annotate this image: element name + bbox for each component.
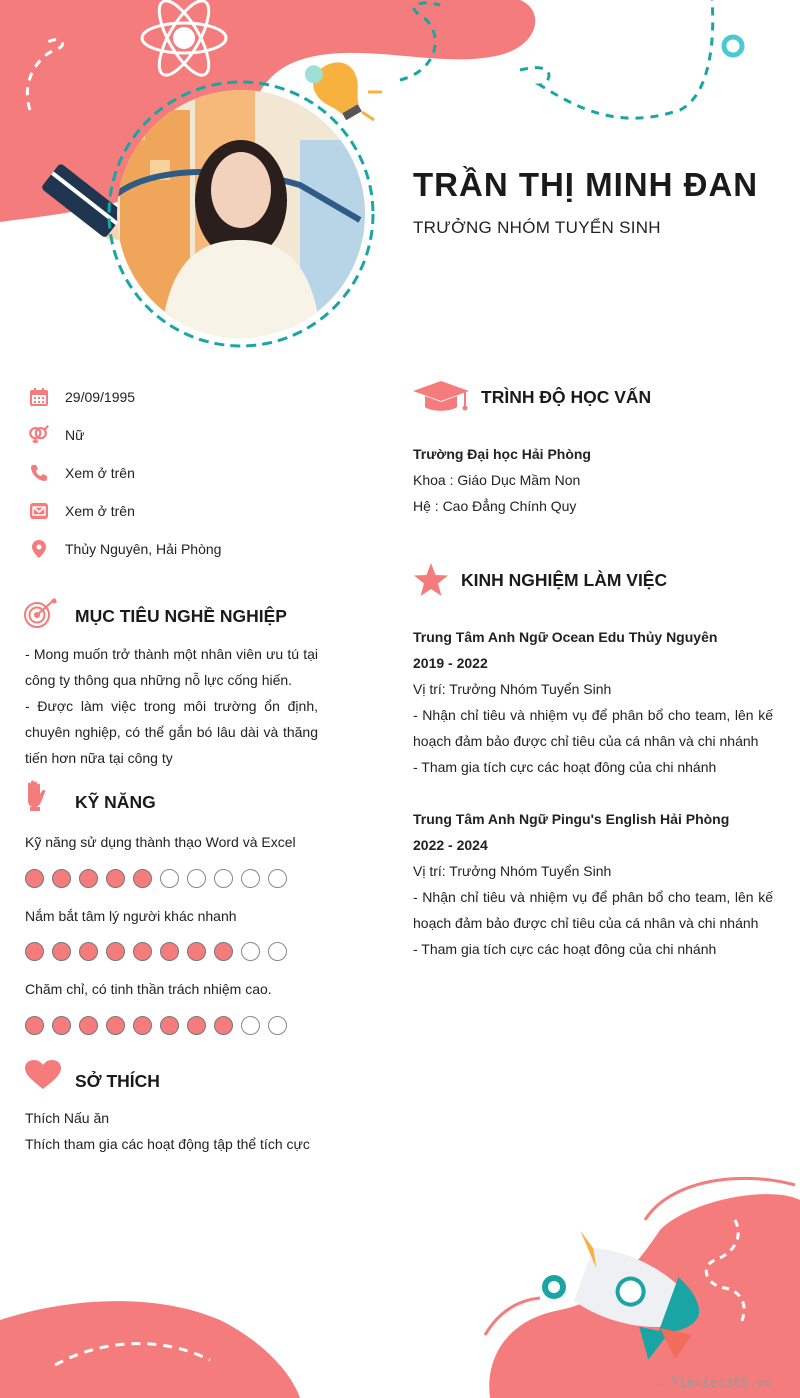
info-phone <box>28 461 135 485</box>
info-text: 29/09/1995 <box>65 389 136 405</box>
rating-dot-filled <box>25 869 44 888</box>
footer-decoration <box>0 1160 800 1398</box>
hand-icon <box>25 780 47 817</box>
education-title: TRÌNH ĐỘ HỌC VẤN <box>481 387 652 407</box>
objective-text <box>25 641 318 771</box>
phone-icon <box>28 462 50 484</box>
job-position: Vị trí: Trưởng Nhóm Tuyển Sinh <box>413 681 612 697</box>
rating-dot-filled <box>133 1016 152 1035</box>
job-duty: - Tham gia tích cực các hoạt đông của chi nhánh <box>413 941 717 957</box>
rating-dot-filled <box>214 942 233 961</box>
rating-dot-empty <box>268 869 287 888</box>
rating-dot-filled <box>133 869 152 888</box>
star-icon <box>413 563 449 602</box>
teal-ring-icon <box>724 37 742 55</box>
job-duty: - Nhận chỉ tiêu và nhiệm vụ để phân bổ cho team, lên kế hoạch đảm bảo được chỉ tiêu của cá nhân và chi nhánh <box>413 707 773 749</box>
info-location <box>28 537 222 561</box>
rating-dot-filled <box>187 1016 206 1035</box>
graduation-cap-icon <box>413 381 469 418</box>
rating-dot-filled <box>214 1016 233 1035</box>
job-period: 2022 - 2024 <box>413 837 488 853</box>
watermark: ∴ Timviec365.vn <box>656 1376 772 1390</box>
rating-dot-empty <box>268 1016 287 1035</box>
info-email <box>28 499 135 523</box>
skill-name: Chăm chỉ, có tinh thần trách nhiệm cao. <box>25 981 272 997</box>
rating-dot-filled <box>79 869 98 888</box>
info-text: Thủy Nguyên, Hải Phòng <box>65 541 222 557</box>
job-entry <box>413 806 773 962</box>
email-icon <box>28 500 50 522</box>
rating-dot-empty <box>187 869 206 888</box>
skill-rating <box>25 942 287 961</box>
heart-icon <box>25 1060 61 1095</box>
objective-title: MỤC TIÊU NGHỀ NGHIỆP <box>75 606 287 626</box>
info-text: Xem ở trên <box>65 465 135 481</box>
rating-dot-empty <box>214 869 233 888</box>
info-birthdate <box>28 385 136 409</box>
rating-dot-filled <box>106 942 125 961</box>
rating-dot-filled <box>160 1016 179 1035</box>
calendar-icon <box>28 386 50 408</box>
rating-dot-filled <box>187 942 206 961</box>
school-name: Trường Đại học Hải Phòng <box>413 446 591 462</box>
rating-dot-empty <box>241 942 260 961</box>
job-duty: - Nhận chỉ tiêu và nhiệm vụ để phân bổ cho team, lên kế hoạch đảm bảo được chỉ tiêu của cá nhân và chi nhánh <box>413 889 773 931</box>
faculty: Khoa : Giáo Dục Mầm Non <box>413 472 581 488</box>
rating-dot-empty <box>160 869 179 888</box>
skill-name: Kỹ năng sử dụng thành thạo Word và Excel <box>25 834 296 850</box>
job-title: TRƯỞNG NHÓM TUYỂN SINH <box>413 218 661 237</box>
education-detail <box>413 441 773 519</box>
job-entry <box>413 624 773 780</box>
objective-line-1: - Mong muốn trở thành một nhân viên ưu tú tại công ty thông qua những nỗ lực cống hiến. <box>25 646 318 688</box>
rating-dot-filled <box>106 1016 125 1035</box>
rating-dot-filled <box>133 942 152 961</box>
candidate-name: TRẦN THỊ MINH ĐAN <box>413 166 759 203</box>
objective-line-2: - Được làm việc trong môi trường ổn định, chuyên nghiệp, có thể gắn bó lâu dài và thăng tiến hơn nữa tại công ty <box>25 698 318 766</box>
rating-dot-filled <box>52 1016 71 1035</box>
hobby-item: Thích tham gia các hoạt động tập thể tích cực <box>25 1136 310 1152</box>
skills-title: KỸ NĂNG <box>75 792 156 812</box>
rating-dot-filled <box>160 942 179 961</box>
company-name: Trung Tâm Anh Ngữ Pingu's English Hải Phòng <box>413 811 730 827</box>
rating-dot-filled <box>79 1016 98 1035</box>
rating-dot-empty <box>241 869 260 888</box>
hobby-item: Thích Nấu ăn <box>25 1110 110 1126</box>
job-duty: - Tham gia tích cực các hoạt đông của chi nhánh <box>413 759 717 775</box>
rating-dot-empty <box>241 1016 260 1035</box>
hobbies-title: SỞ THÍCH <box>75 1071 160 1091</box>
rating-dot-filled <box>52 942 71 961</box>
skill-name: Nắm bắt tâm lý người khác nhanh <box>25 908 237 924</box>
skill-rating <box>25 869 287 888</box>
rating-dot-empty <box>268 942 287 961</box>
skill-rating <box>25 1016 287 1035</box>
job-period: 2019 - 2022 <box>413 655 488 671</box>
coral-blob-bottom-left <box>0 1301 300 1398</box>
company-name: Trung Tâm Anh Ngữ Ocean Edu Thủy Nguyên <box>413 629 718 645</box>
rating-dot-filled <box>106 869 125 888</box>
experience-title: KINH NGHIỆM LÀM VIỆC <box>461 570 668 590</box>
rating-dot-filled <box>52 869 71 888</box>
teal-ring-bottom <box>545 1278 563 1296</box>
education-system: Hệ : Cao Đẳng Chính Quy <box>413 498 577 514</box>
job-position: Vị trí: Trưởng Nhóm Tuyển Sinh <box>413 863 612 879</box>
info-gender <box>28 423 85 447</box>
hobbies-list <box>25 1105 345 1157</box>
target-icon <box>24 598 58 635</box>
rating-dot-filled <box>79 942 98 961</box>
location-pin-icon <box>28 538 50 560</box>
rating-dot-filled <box>25 1016 44 1035</box>
rating-dot-filled <box>25 942 44 961</box>
info-text: Xem ở trên <box>65 503 135 519</box>
info-text: Nữ <box>65 427 85 443</box>
gender-icon <box>28 424 50 446</box>
